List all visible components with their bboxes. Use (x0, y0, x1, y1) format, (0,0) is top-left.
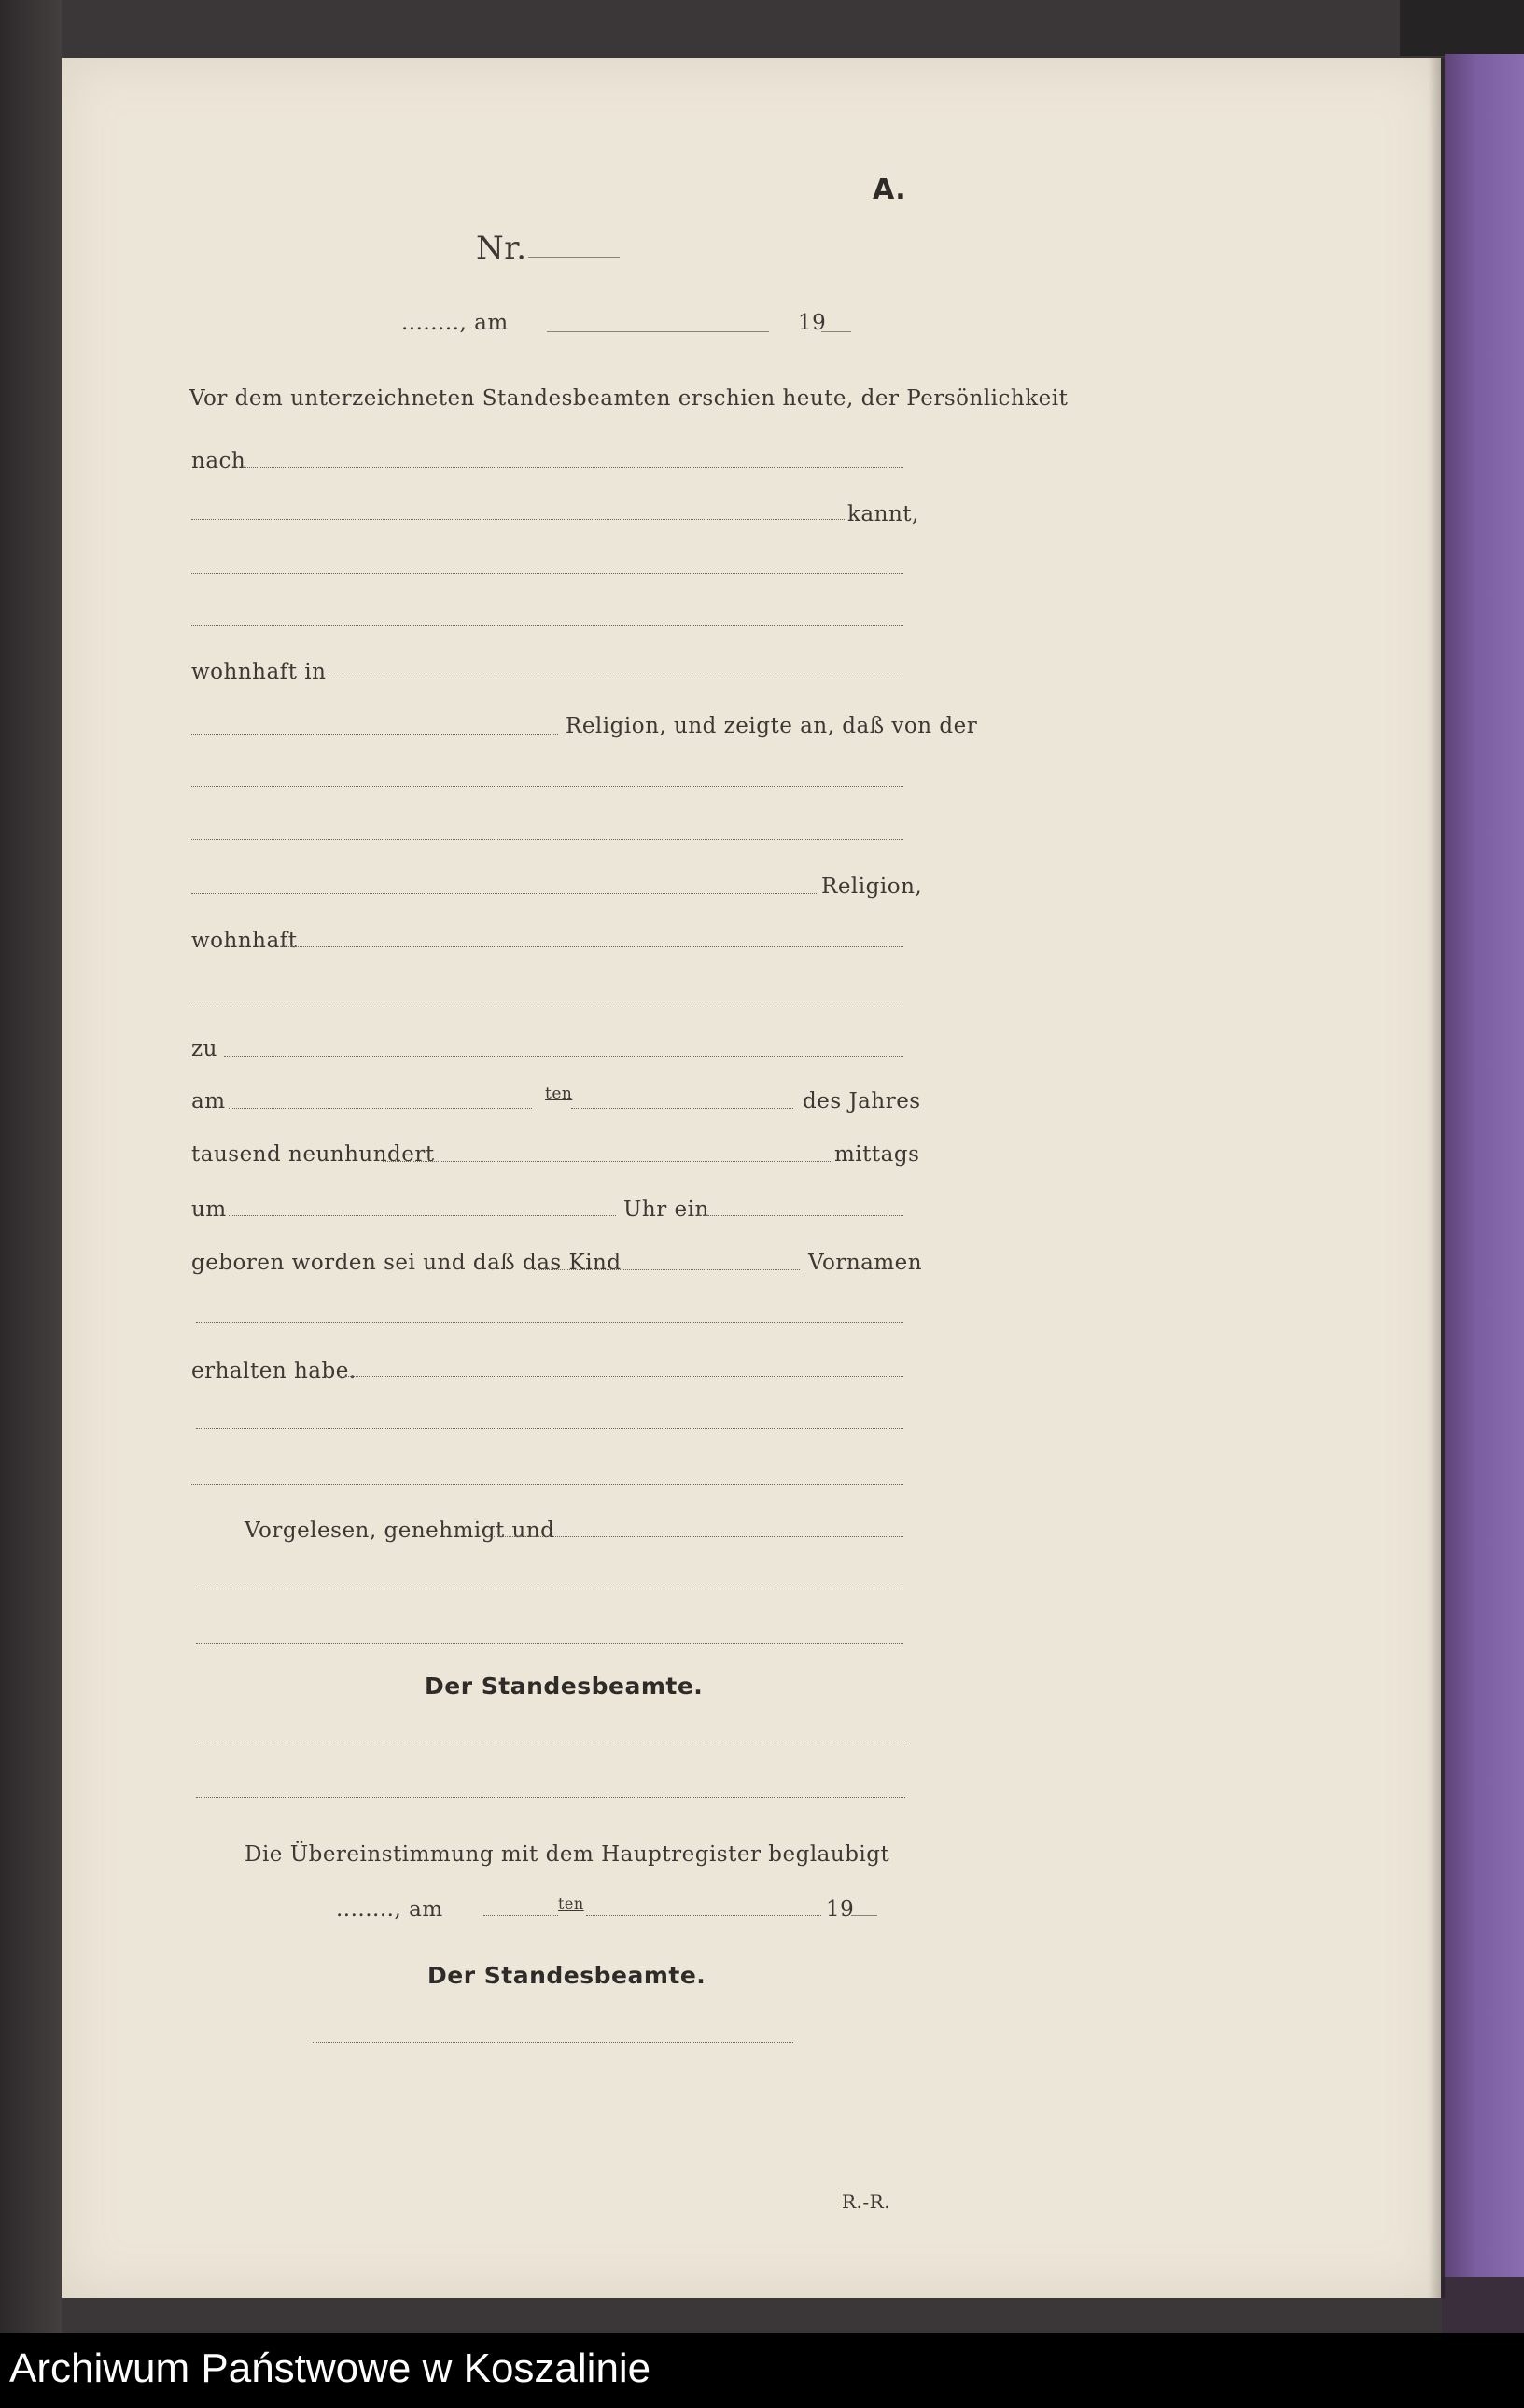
year-prefix-2: 19 (826, 1897, 855, 1922)
line-6 (196, 1322, 903, 1323)
line-vorgelesen (487, 1536, 903, 1537)
line-7 (196, 1428, 903, 1429)
line-religion-2 (191, 893, 817, 894)
line-8 (191, 1484, 903, 1485)
religion-statement: Religion, und zeigte an, daß von der (566, 714, 978, 738)
line-zu (224, 1056, 903, 1057)
date-line (547, 331, 769, 332)
line-4 (191, 839, 903, 840)
nach-label: nach (191, 449, 246, 473)
line-am-month (571, 1108, 793, 1109)
am-label: am (191, 1089, 226, 1113)
signature-line-2 (196, 1797, 905, 1798)
wohnhaft-in-label: wohnhaft in (191, 660, 327, 684)
signature-line-3 (313, 2042, 793, 2043)
vornamen-label: Vornamen (808, 1251, 923, 1275)
nr-line (528, 257, 620, 258)
ten-suffix: ten (545, 1085, 573, 1103)
line-um (229, 1215, 616, 1216)
line-date-2-month (586, 1915, 821, 1916)
printer-mark: R.-R. (842, 2191, 891, 2213)
date-line-2-label: ........, am (336, 1897, 443, 1922)
form-letter: A. (873, 174, 907, 206)
vorgelesen-label: Vorgelesen, genehmigt und (245, 1519, 555, 1543)
standesbeamte-heading: Der Standesbeamte. (425, 1673, 704, 1700)
line-date-2-day (483, 1915, 558, 1916)
erhalten-label: erhalten habe. (191, 1359, 357, 1383)
tausend-label: tausend neunhundert (191, 1142, 435, 1167)
line-wohnhaft (280, 946, 903, 947)
line-religion-1 (191, 734, 558, 735)
intro-text: Vor dem unterzeichneten Standesbeamten erschien heute, der Persönlichkeit (189, 386, 1069, 411)
year-line-2 (851, 1915, 877, 1916)
wohnhaft-label: wohnhaft (191, 929, 298, 953)
purple-cover-edge (1445, 54, 1524, 2280)
archive-name: Archiwum Państwowe w Koszalinie (9, 2345, 651, 2391)
sheet-edge-shadow (1428, 58, 1445, 2298)
kannt-label: kannt, (847, 502, 919, 526)
line-erhalten (339, 1376, 903, 1377)
binder-edge-top-right (1400, 0, 1524, 56)
standesbeamte-heading-2: Der Standesbeamte. (427, 1962, 706, 1989)
uhr-ein-label: Uhr ein (623, 1197, 709, 1222)
line-1 (191, 573, 903, 574)
year-prefix: 19 (798, 311, 827, 335)
um-label: um (191, 1197, 227, 1222)
mittags-label: mittags (834, 1142, 920, 1167)
nr-label: Nr. (476, 230, 527, 267)
religion-label: Religion, (821, 875, 923, 899)
binder-edge-left (0, 0, 62, 2333)
line-nach (243, 467, 903, 468)
zu-label: zu (191, 1037, 217, 1061)
line-3 (191, 786, 903, 787)
date-line-label: ........, am (401, 311, 509, 335)
line-kannt (191, 519, 845, 520)
line-2 (191, 625, 903, 626)
line-kind (534, 1269, 800, 1270)
line-am-day (229, 1108, 532, 1109)
uebereinstimmung-text: Die Übereinstimmung mit dem Hauptregister beglaubigt (245, 1842, 890, 1867)
line-tausend (383, 1161, 832, 1162)
geboren-label: geboren worden sei und daß das Kind (191, 1251, 622, 1275)
ten-suffix-2: ten (558, 1895, 584, 1912)
line-10 (196, 1643, 903, 1644)
year-line (821, 331, 851, 332)
line-uhr-ein (698, 1215, 903, 1216)
des-jahres-label: des Jahres (803, 1089, 921, 1113)
